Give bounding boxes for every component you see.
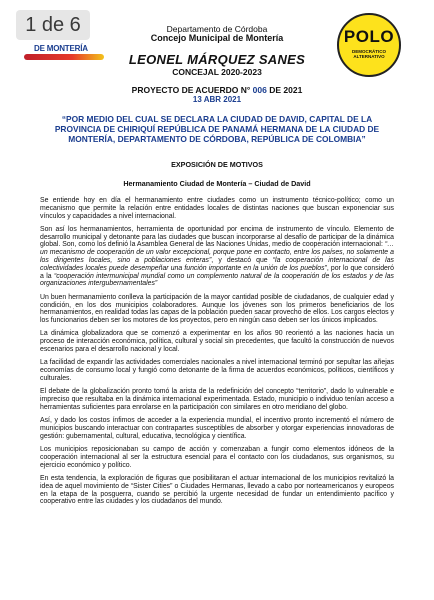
paragraph-2-text-a: Son así los hermanamientos, herramienta de oportunidad por encima de instrumento de vínculo. Elemento de desarrollo municipal y detonante para las ciudades que buscan incorporarse al desafío de participar de la dinámica global. Son, como los definió la Asamblea General de las Naciones Unidas, medio de cooperación internacional: [40, 225, 394, 249]
paragraph-9: En esta tendencia, la exploración de figuras que posibilitaran el actuar internacional de los municipios revitalizó la idea de aquel movimiento de “Sister Cities” o Ciudades Hermanas, llevado a cabo por norteamericanos y europeos en la etapa de la posguerra, cuando se percibió la urgente necesidad de fundar un entendimiento pacífico y cooperativo entre las ciudades y los ciudadanos del mundo. [40, 474, 394, 506]
paragraph-2-quote-1: “…un mecanismo de cooperación de un valor excepcional, porque pone en contacto, entre los países, no solamente a los dirigentes locales, sino a poblaciones enteras” [40, 241, 394, 265]
paragraph-8: Los municipios reposicionaban su campo de acción y comenzaban a fungir como elementos idóneos de la cooperación internacional al ser la estructura esencial para el contacto con los ciudadanos, sus organismos, su ejercicio económico y político. [40, 446, 394, 469]
councillor-name: LEONEL MÁRQUEZ SANES [128, 52, 306, 67]
page-indicator: 1 de 6 [16, 10, 90, 40]
paragraph-4: La dinámica globalizadora que se comenzó a experimentar en los años 90 reorientó a las naciones hacia un proceso de interacción económica, política, cultural y social sin precedentes, que facultó la construcción de nuevos escenarios para el desarrollo nacional y local. [40, 330, 394, 354]
paragraph-2-text-b: , y destacó que [211, 257, 273, 265]
project-label: PROYECTO DE ACUERDO N° [131, 85, 251, 95]
paragraph-7: Así, y dado los costos ínfimos de acceder a la experiencia mundial, el incentivo pronto incrementó el número de municipios buscando interactuar con contrapartes susceptibles de absorber y otorgar experiencias innovadoras de gestión: gubernamental, cultural, educativa, tecnológica y científica. [40, 417, 394, 440]
polo-logo-sub: DEMOCRÁTICO ALTERNATIVO [352, 49, 386, 59]
department-heading: Departamento de Córdoba [166, 24, 268, 34]
project-number-line [0, 85, 434, 95]
paragraph-2-text-c: , por lo que consideró a la [40, 264, 394, 280]
project-date: 13 ABR 2021 [192, 95, 242, 104]
project-number: 006 [252, 85, 267, 95]
council-heading: Concejo Municipal de Montería [150, 33, 284, 43]
section-title: EXPOSICIÓN DE MOTIVOS [171, 160, 263, 169]
document-title: “POR MEDIO DEL CUAL SE DECLARA LA CIUDAD DE DAVID, CAPITAL DE LA PROVINCIA DE CHIRIQUÍ REPÚBLICA DE PANAMÁ HERMANA DE LA CIUDAD DE MONTERÍA, DEPARTAMENTO DE CÓRDOBA, REPÚBLICA DE COLOMBIA” [54, 114, 380, 144]
paragraph-5: La facilidad de expandir las actividades comerciales nacionales a nivel internacional terminó por sepultar las añejas economías de consumo local y fungió como detonante de la firma de acuerdos económicos, políticos, científicos y culturales. [40, 359, 394, 382]
paragraph-2-quote-2: “la cooperación internacional de las colectividades locales puede desempeñar una función importante en la unión de los pueblos” [40, 257, 394, 272]
paragraph-3: Un buen hermanamiento conlleva la participación de la mayor cantidad posible de ciudadanos, de cualquier edad y condición, en los dos municipios colaboradores. Aunque los jóvenes son los primeros beneficiarios de los hermanamientos, en realidad todas las capas de la población pueden sacar provecho de ellos. Los cargos electos y los funcionarios deben ser los motores de los proyectos, pero en ningún caso deben ser los únicos implicados. [40, 293, 394, 325]
councillor-role: CONCEJAL 2020-2023 [172, 67, 262, 77]
paragraph-2 [40, 226, 394, 288]
document-body [40, 197, 394, 512]
paragraph-2-quote-3: “cooperación intermunicipal mundial como un complemento natural de la cooperación de los estados y de las organizaciones intergubernamentales” [40, 272, 394, 288]
monteria-logo-text: DE MONTERÍA [34, 44, 88, 53]
paragraph-1: Se entiende hoy en día el hermanamiento entre ciudades como un instrumento técnico-político; como un mecanismo que permite la relación entre entidades locales de distintas naciones que buscan exponenciar sus vínculos y capacidades a nivel internacional. [40, 197, 394, 220]
polo-logo-name: POLO [343, 27, 395, 46]
subsection-title: Hermanamiento Ciudad de Montería – Ciudad de David [123, 179, 311, 188]
paragraph-6: El debate de la globalización pronto tomó la arista de la redefinición del concepto “territorio”, dado lo vulnerable e impreciso que resultaba en la dinámica internacional experimentada. Estado, municipio o individuo tenían acceso a herramientas suficientes para enrolarse en la participación con similares en otro meridiano del globo. [40, 388, 394, 411]
project-year: DE 2021 [269, 85, 303, 95]
